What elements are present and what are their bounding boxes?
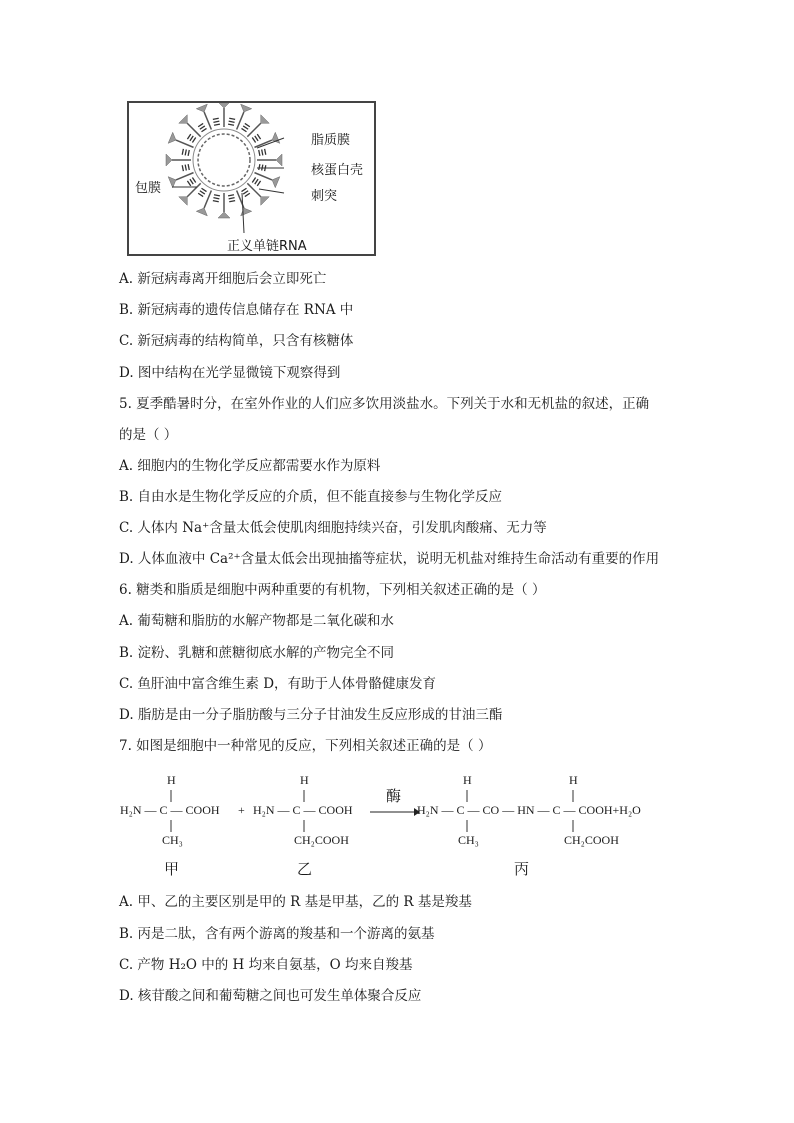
q6-option-b: B. 淀粉、乳糖和蔗糖彻底水解的产物完全不同 — [119, 645, 395, 661]
q7-option-c: C. 产物 H₂O 中的 H 均来自氨基，O 均来自羧基 — [119, 957, 413, 973]
label-envelope: 包膜 — [135, 181, 162, 196]
q6-option-a: A. 葡萄糖和脂肪的水解产物都是二氧化碳和水 — [119, 613, 394, 629]
name-jia: 甲 — [164, 862, 180, 878]
jia-formula: H₂N — C — COOH — [120, 803, 220, 817]
q5-option-b: B. 自由水是生物化学反应的介质，但不能直接参与生物化学反应 — [119, 489, 503, 505]
q6-option-d: D. 脂肪是由一分子脂肪酸与三分子甘油发生反应形成的甘油三酯 — [119, 707, 503, 723]
jia-h: H — [167, 773, 176, 787]
q4-option-a: A. 新冠病毒离开细胞后会立即死亡 — [119, 271, 327, 287]
q5-option-c: C. 人体内 Na⁺含量太低会使肌肉细胞持续兴奋，引发肌肉酸痛、无力等 — [119, 520, 547, 536]
q5-option-a: A. 细胞内的生物化学反应都需要水作为原料 — [119, 458, 381, 474]
bing-ch2cooh: CH₂COOH — [564, 833, 619, 847]
bing-h2: H — [569, 773, 578, 787]
bing-formula: H₂N — C — CO — HN — C — COOH+H₂O — [417, 803, 641, 817]
q4-option-d: D. 图中结构在光学显微镜下观察得到 — [119, 365, 341, 381]
q5-stem-line1: 5. 夏季酷暑时分，在室外作业的人们应多饮用淡盐水。下列关于水和无机盐的叙述，正确 — [119, 396, 650, 412]
q6-option-c: C. 鱼肝油中富含维生素 D，有助于人体骨骼健康发育 — [119, 676, 437, 692]
yi-ch2cooh: CH₂COOH — [294, 833, 349, 847]
reaction-equation — [118, 770, 678, 880]
q5-option-d: D. 人体血液中 Ca²⁺含量太低会出现抽搐等症状，说明无机盐对维持生命活动有重要的作用 — [119, 551, 660, 567]
label-rna: 正义单链RNA — [227, 239, 307, 254]
q7-option-d: D. 核苷酸之间和葡萄糖之间也可发生单体聚合反应 — [119, 988, 422, 1004]
virus-figure — [127, 101, 376, 256]
q4-option-b: B. 新冠病毒的遗传信息储存在 RNA 中 — [119, 302, 354, 318]
bing-ch3: CH₃ — [458, 833, 479, 847]
q6-stem: 6. 糖类和脂质是细胞中两种重要的有机物，下列相关叙述正确的是（ ） — [119, 582, 546, 598]
name-bing: 丙 — [514, 862, 530, 878]
label-spike: 刺突 — [311, 189, 338, 204]
name-yi: 乙 — [297, 862, 313, 878]
q7-option-a: A. 甲、乙的主要区别是甲的 R 基是甲基，乙的 R 基是羧基 — [119, 894, 472, 910]
bing-h1: H — [463, 773, 472, 787]
q5-stem-line2: 的是（ ） — [119, 427, 178, 443]
q7-stem: 7. 如图是细胞中一种常见的反应，下列相关叙述正确的是（ ） — [119, 738, 492, 754]
enzyme-label: 酶 — [386, 789, 402, 805]
jia-ch3: CH₃ — [162, 833, 183, 847]
q7-option-b: B. 丙是二肽，含有两个游离的羧基和一个游离的氨基 — [119, 926, 435, 942]
q4-option-c: C. 新冠病毒的结构简单，只含有核糖体 — [119, 333, 354, 349]
bond-lines — [118, 770, 678, 880]
label-nucleocapsid: 核蛋白壳 — [311, 163, 364, 178]
label-lipid-membrane: 脂质膜 — [311, 133, 351, 148]
yi-h: H — [300, 773, 309, 787]
plus-sign: + — [238, 803, 245, 817]
yi-formula: H₂N — C — COOH — [253, 803, 353, 817]
virus-diagram — [129, 103, 374, 254]
